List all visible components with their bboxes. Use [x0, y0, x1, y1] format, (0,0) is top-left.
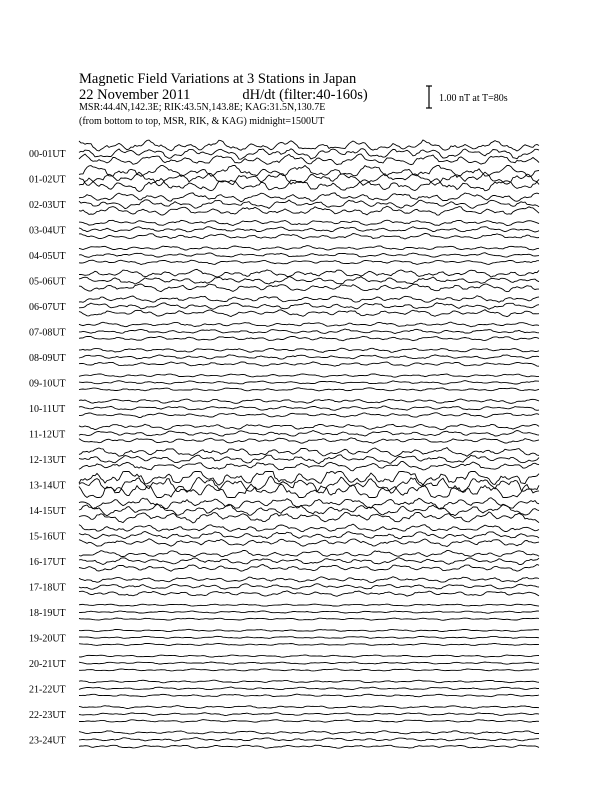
- trace-KAG-19-20UT: [79, 629, 539, 631]
- scale-bar-label: 1.00 nT at T=80s: [439, 93, 508, 104]
- trace-MSR-14-15UT: [79, 512, 539, 523]
- hour-label-10-11UT: 10-11UT: [29, 404, 66, 415]
- trace-KAG-14-15UT: [79, 498, 539, 509]
- trace-KAG-18-19UT: [79, 604, 539, 606]
- hour-label-17-18UT: 17-18UT: [29, 582, 66, 594]
- trace-MSR-00-01UT: [79, 154, 539, 165]
- trace-KAG-10-11UT: [79, 399, 539, 403]
- trace-KAG-09-10UT: [79, 374, 539, 377]
- trace-KAG-15-16UT: [79, 524, 539, 532]
- hour-label-22-23UT: 22-23UT: [29, 710, 66, 721]
- trace-RIK-02-03UT: [79, 200, 539, 209]
- hour-label-13-14UT: 13-14UT: [29, 480, 66, 492]
- hour-label-09-10UT: 09-10UT: [29, 378, 66, 390]
- hour-label-11-12UT: 11-12UT: [29, 429, 66, 441]
- trace-MSR-08-09UT: [79, 362, 539, 366]
- trace-MSR-04-05UT: [79, 260, 539, 264]
- trace-MSR-06-07UT: [79, 310, 539, 317]
- trace-KAG-22-23UT: [79, 706, 539, 709]
- trace-KAG-04-05UT: [79, 246, 539, 250]
- trace-RIK-09-10UT: [79, 381, 539, 385]
- trace-RIK-22-23UT: [79, 713, 539, 716]
- hour-label-00-01UT: 00-01UT: [29, 149, 66, 160]
- trace-KAG-03-04UT: [79, 220, 539, 225]
- trace-KAG-21-22UT: [79, 680, 539, 683]
- trace-MSR-01-02UT: [79, 178, 539, 191]
- trace-RIK-16-17UT: [79, 558, 539, 565]
- hour-label-18-19UT: 18-19UT: [29, 608, 66, 619]
- trace-MSR-15-16UT: [79, 539, 539, 547]
- order-note: (from bottom to top, MSR, RIK, & KAG) midnight=1500UT: [79, 116, 325, 127]
- trace-KAG-11-12UT: [79, 424, 539, 430]
- trace-MSR-22-23UT: [79, 720, 539, 723]
- trace-RIK-04-05UT: [79, 253, 539, 258]
- hour-rows: [29, 140, 539, 748]
- trace-RIK-15-16UT: [79, 532, 539, 539]
- trace-RIK-06-07UT: [79, 303, 539, 310]
- trace-RIK-11-12UT: [79, 431, 539, 437]
- hour-label-16-17UT: 16-17UT: [29, 557, 66, 568]
- hour-label-12-13UT: 12-13UT: [29, 455, 66, 466]
- trace-MSR-11-12UT: [79, 438, 539, 444]
- trace-RIK-20-21UT: [79, 662, 539, 664]
- date-label: 22 November 2011: [79, 87, 191, 103]
- hour-label-15-16UT: 15-16UT: [29, 531, 66, 543]
- trace-KAG-12-13UT: [79, 448, 539, 457]
- trace-MSR-13-14UT: [79, 484, 539, 497]
- trace-RIK-07-08UT: [79, 329, 539, 334]
- trace-MSR-03-04UT: [79, 233, 539, 239]
- trace-RIK-10-11UT: [79, 406, 539, 410]
- hour-label-05-06UT: 05-06UT: [29, 276, 66, 288]
- hour-label-02-03UT: 02-03UT: [29, 200, 66, 211]
- hour-label-23-24UT: 23-24UT: [29, 735, 66, 747]
- trace-KAG-01-02UT: [79, 166, 539, 178]
- hour-label-14-15UT: 14-15UT: [29, 506, 66, 517]
- trace-RIK-05-06UT: [79, 277, 539, 285]
- trace-KAG-23-24UT: [79, 731, 539, 734]
- trace-KAG-06-07UT: [79, 296, 539, 303]
- trace-KAG-07-08UT: [79, 322, 539, 327]
- trace-MSR-18-19UT: [79, 618, 539, 620]
- hour-label-08-09UT: 08-09UT: [29, 353, 66, 364]
- quantity-label: dH/dt (filter:40-160s): [242, 87, 368, 103]
- trace-RIK-21-22UT: [79, 687, 539, 690]
- trace-MSR-09-10UT: [79, 388, 539, 391]
- trace-RIK-03-04UT: [79, 227, 539, 232]
- hour-label-19-20UT: 19-20UT: [29, 633, 66, 645]
- hour-label-01-02UT: 01-02UT: [29, 174, 66, 186]
- trace-RIK-12-13UT: [79, 455, 539, 464]
- trace-KAG-05-06UT: [79, 269, 539, 277]
- trace-KAG-08-09UT: [79, 348, 539, 352]
- trace-MSR-21-22UT: [79, 694, 539, 697]
- trace-RIK-19-20UT: [79, 636, 539, 638]
- trace-MSR-17-18UT: [79, 591, 539, 597]
- hour-label-20-21UT: 20-21UT: [29, 659, 66, 670]
- trace-RIK-23-24UT: [79, 738, 539, 741]
- trace-MSR-23-24UT: [79, 745, 539, 748]
- trace-MSR-16-17UT: [79, 565, 539, 572]
- trace-RIK-17-18UT: [79, 584, 539, 590]
- trace-KAG-17-18UT: [79, 577, 539, 583]
- trace-KAG-00-01UT: [79, 140, 539, 151]
- trace-MSR-05-06UT: [79, 284, 539, 292]
- stations-line: MSR:44.4N,142.3E; RIK:43.5N,143.8E; KAG:31.5N,130.7E: [79, 102, 326, 113]
- trace-MSR-07-08UT: [79, 336, 539, 341]
- scale-bar: [426, 86, 432, 108]
- trace-MSR-10-11UT: [79, 413, 539, 418]
- trace-KAG-16-17UT: [79, 550, 539, 556]
- chart-title: Magnetic Field Variations at 3 Stations in Japan: [79, 71, 357, 87]
- hour-label-03-04UT: 03-04UT: [29, 225, 66, 237]
- trace-MSR-12-13UT: [79, 462, 539, 471]
- hour-label-06-07UT: 06-07UT: [29, 302, 66, 313]
- trace-RIK-08-09UT: [79, 355, 539, 359]
- trace-MSR-19-20UT: [79, 643, 539, 645]
- hour-label-07-08UT: 07-08UT: [29, 327, 66, 339]
- trace-RIK-18-19UT: [79, 611, 539, 613]
- hour-label-04-05UT: 04-05UT: [29, 251, 66, 262]
- trace-KAG-20-21UT: [79, 655, 539, 657]
- hour-label-21-22UT: 21-22UT: [29, 684, 66, 696]
- trace-MSR-20-21UT: [79, 669, 539, 671]
